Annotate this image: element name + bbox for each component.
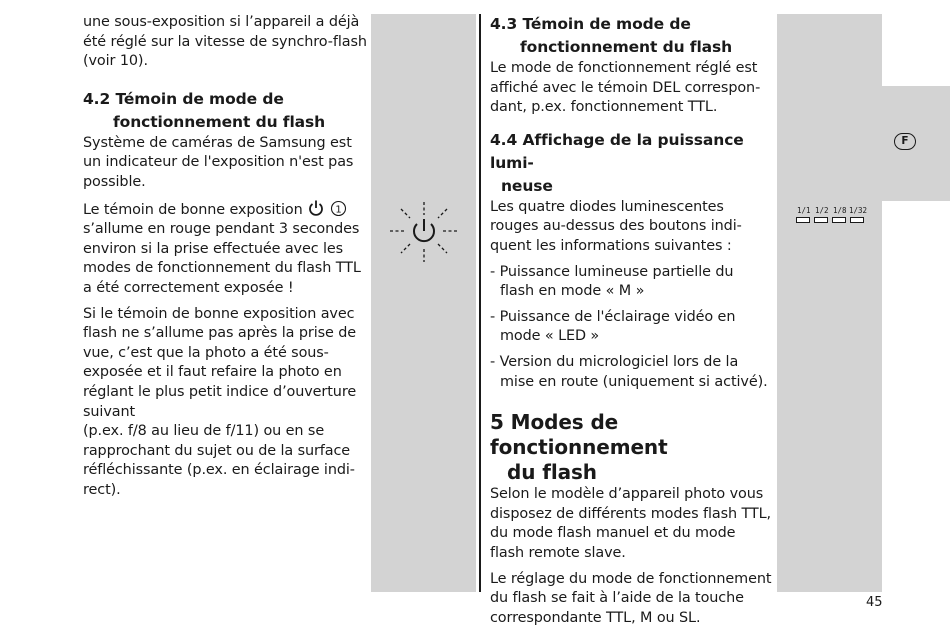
- led-label: 1/1: [797, 206, 811, 215]
- led-indicator: [850, 217, 864, 223]
- paragraph: Système de caméras de Samsung est un indicateur de l'exposition n'est pas possible.: [83, 134, 354, 190]
- svg-text:1: 1: [334, 204, 342, 216]
- section-4-2-heading: 4.2 Témoin de mode de fonctionnement du flash: [83, 89, 326, 131]
- paragraph: Le réglage du mode de fonctionnement du flash se fait à l’aide de la touche correspondante TTL, M ou SL.: [490, 570, 772, 626]
- power-icon: [307, 199, 325, 217]
- paragraph: Selon le modèle d’appareil photo vous disposez de différents modes flash TTL, du mode flash manuel et du mode flash remote slave.: [490, 486, 771, 561]
- column-divider: [479, 14, 481, 592]
- paragraph: (p.ex. f/8 au lieu de f/11) ou en se rapprochant du sujet ou de la surface réfléchissante (p.ex. en éclairage indi- rect).: [83, 423, 355, 498]
- led-label: 1/32: [849, 206, 868, 215]
- paragraph: Si le témoin de bonne exposition avec flash ne s’allume pas après la prise de vue, c’est que la photo a été sous- exposée et il faut refaire la photo en réglant le plus petit indice d’ouverture suivant: [83, 305, 357, 420]
- paragraph: Les quatre diodes luminescentes rouges au-dessus des boutons indi- quent les informations suivantes :: [490, 198, 742, 254]
- section-4-4-heading: 4.4 Affichage de la puissance lumi- neuse: [490, 130, 744, 195]
- page-number: 45: [866, 595, 883, 610]
- section-5-heading: 5 Modes de fonctionnement du flash: [490, 410, 668, 485]
- led-indicator: [832, 217, 846, 223]
- reference-number-icon: [330, 200, 347, 217]
- led-label: 1/2: [815, 206, 829, 215]
- list-item: - Puissance de l'éclairage vidéo en mode « LED »: [490, 308, 736, 345]
- list-item: - Puissance lumineuse partielle du flash en mode « M »: [490, 263, 734, 300]
- led-indicator: [814, 217, 828, 223]
- led-indicator: [796, 217, 810, 223]
- paragraph: Le témoin de bonne exposition 1 s’allume en rouge pendant 3 secondes environ si la prise effectuée avec les modes de fonctionnement du flash TTL a été correctement exposée !: [83, 199, 368, 299]
- left-text-column: [83, 13, 368, 506]
- language-tab: [882, 86, 950, 201]
- exposure-indicator-icon: [388, 200, 460, 264]
- language-badge: F: [894, 133, 916, 150]
- left-illustration-column: [371, 14, 476, 592]
- right-illustration-column: [777, 14, 882, 592]
- list-item: - Version du micrologiciel lors de la mise en route (uniquement si activé).: [490, 353, 768, 390]
- right-text-column: [490, 13, 775, 634]
- section-4-3-heading: 4.3 Témoin de mode de fonctionnement du flash: [490, 15, 733, 56]
- paragraph: Le mode de fonctionnement réglé est affiché avec le témoin DEL correspon- dant, p.ex. fonctionnement TTL.: [490, 60, 761, 116]
- intro-paragraph: une sous-exposition si l’appareil a déjà été réglé sur la vitesse de synchro-flash (voir 10).: [83, 14, 367, 70]
- led-label: 1/8: [833, 206, 847, 215]
